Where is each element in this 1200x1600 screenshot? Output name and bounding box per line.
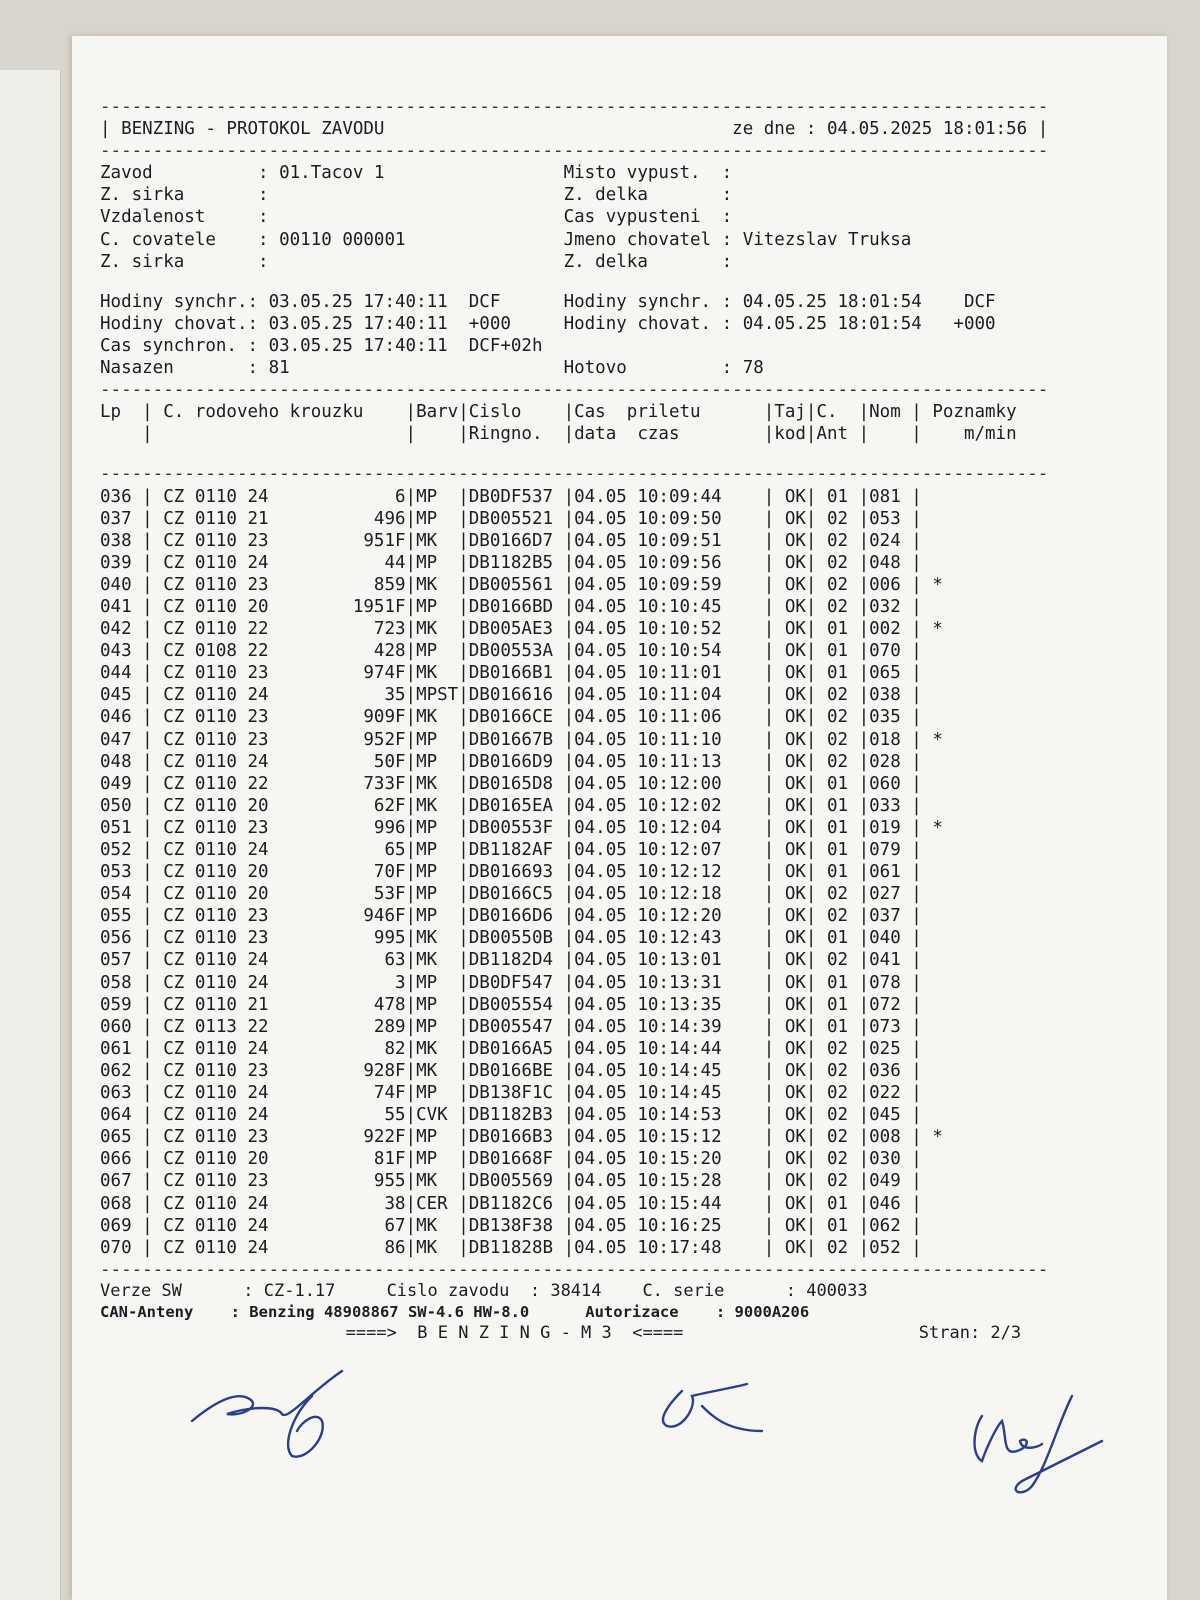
- table-row: 037 | CZ 0110 21 496|MP |DB005521 |04.05 10:09:50 | OK| 02 |053 |: [100, 508, 922, 529]
- info-row: Z. sirka : Z. delka :: [100, 251, 743, 272]
- spacer: [100, 273, 1140, 291]
- table-row: 047 | CZ 0110 23 952F|MP |DB01667B |04.05 10:11:10 | OK| 02 |018 | *: [100, 729, 943, 750]
- sync-row: Nasazen : 81 Hotovo : 78: [100, 358, 922, 379]
- sync-row: Hodiny synchr.: 03.05.25 17:40:11 DCF Hodiny synchr. : 04.05.25 18:01:54 DCF: [100, 291, 996, 312]
- protocol-content: [100, 96, 1140, 1344]
- signature-2: [652, 1376, 802, 1456]
- table-row: 065 | CZ 0110 23 922F|MP |DB0166B3 |04.05 10:15:12 | OK| 02 |008 | *: [100, 1127, 943, 1148]
- footer-line: CAN-Anteny : Benzing 48908867 SW-4.6 HW-8.0 Autorizace : 9000A206: [100, 1302, 810, 1321]
- table-separator: ------------------------------------------------------------------------------------------: [100, 380, 1049, 401]
- table-separator: ------------------------------------------------------------------------------------------: [100, 464, 1049, 485]
- table-row: 049 | CZ 0110 22 733F|MK |DB0165D8 |04.05 10:12:00 | OK| 01 |060 |: [100, 773, 922, 794]
- table-row: 060 | CZ 0113 22 289|MP |DB005547 |04.05 10:14:39 | OK| 01 |073 |: [100, 1016, 922, 1037]
- signature-1: [182, 1366, 382, 1466]
- table-header: Lp | C. rodoveho krouzku |Barv|Cislo |Cas priletu |Taj|C. |Nom | Poznamky: [100, 402, 1017, 423]
- report-title-line: | BENZING - PROTOKOL ZAVODU ze dne : 04.05.2025 18:01:56 |: [100, 119, 1049, 140]
- table-row: 052 | CZ 0110 24 65|MP |DB1182AF |04.05 10:12:07 | OK| 01 |079 |: [100, 840, 922, 860]
- table-header: | | |Ringno. |data czas |kod|Ant | | m/min: [100, 424, 1017, 445]
- table-row: 036 | CZ 0110 24 6|MP |DB0DF537 |04.05 10:09:44 | OK| 01 |081 |: [100, 486, 922, 507]
- table-row: 070 | CZ 0110 24 86|MK |DB11828B |04.05 10:17:48 | OK| 02 |052 |: [100, 1237, 922, 1258]
- sync-row: Hodiny chovat.: 03.05.25 17:40:11 +000 Hodiny chovat. : 04.05.25 18:01:54 +000: [100, 313, 996, 334]
- table-row: 040 | CZ 0110 23 859|MK |DB005561 |04.05 10:09:59 | OK| 02 |006 | *: [100, 574, 943, 595]
- footer-separator: ------------------------------------------------------------------------------------------: [100, 1259, 1049, 1280]
- info-row: Vzdalenost : Cas vypusteni :: [100, 207, 743, 228]
- info-row: C. covatele : 00110 000001 Jmeno chovatel : Vitezslav Truksa: [100, 229, 912, 250]
- table-row: 041 | CZ 0110 20 1951F|MP |DB0166BD |04.05 10:10:45 | OK| 02 |032 |: [100, 596, 922, 617]
- header-separator: ------------------------------------------------------------------------------------------: [100, 97, 1049, 117]
- table-row: 050 | CZ 0110 20 62F|MK |DB0165EA |04.05 10:12:02 | OK| 01 |033 |: [100, 795, 922, 816]
- table-row: 055 | CZ 0110 23 946F|MP |DB0166D6 |04.05 10:12:20 | OK| 02 |037 |: [100, 906, 922, 927]
- protocol-sheet: [72, 36, 1167, 1600]
- table-row: 056 | CZ 0110 23 995|MK |DB00550B |04.05 10:12:43 | OK| 01 |040 |: [100, 928, 922, 949]
- table-row: 057 | CZ 0110 24 63|MK |DB1182D4 |04.05 10:13:01 | OK| 02 |041 |: [100, 950, 922, 971]
- signatures: [182, 1366, 1142, 1516]
- table-row: 043 | CZ 0108 22 428|MP |DB00553A |04.05 10:10:54 | OK| 01 |070 |: [100, 641, 922, 662]
- table-row: 042 | CZ 0110 22 723|MK |DB005AE3 |04.05 10:10:52 | OK| 01 |002 | *: [100, 619, 943, 640]
- table-row: 064 | CZ 0110 24 55|CVK |DB1182B3 |04.05 10:14:53 | OK| 02 |045 |: [100, 1105, 922, 1126]
- footer-line: Verze SW : CZ-1.17 Cislo zavodu : 38414 C. serie : 400033: [100, 1280, 868, 1301]
- info-row: Z. sirka : Z. delka :: [100, 185, 743, 206]
- table-row: 069 | CZ 0110 24 67|MK |DB138F38 |04.05 10:16:25 | OK| 01 |062 |: [100, 1215, 922, 1236]
- table-row: 067 | CZ 0110 23 955|MK |DB005569 |04.05 10:15:28 | OK| 02 |049 |: [100, 1171, 922, 1192]
- table-row: 068 | CZ 0110 24 38|CER |DB1182C6 |04.05 10:15:44 | OK| 01 |046 |: [100, 1193, 922, 1214]
- table-row: 053 | CZ 0110 20 70F|MP |DB016693 |04.05 10:12:12 | OK| 01 |061 |: [100, 862, 922, 883]
- table-row: 048 | CZ 0110 24 50F|MP |DB0166D9 |04.05 10:11:13 | OK| 02 |028 |: [100, 751, 922, 772]
- table-row: 062 | CZ 0110 23 928F|MK |DB0166BE |04.05 10:14:45 | OK| 02 |036 |: [100, 1060, 922, 1081]
- signature-3: [962, 1386, 1132, 1506]
- background-sheet: [0, 70, 61, 1600]
- table-row: 039 | CZ 0110 24 44|MP |DB1182B5 |04.05 10:09:56 | OK| 02 |048 |: [100, 552, 922, 573]
- table-row: 063 | CZ 0110 24 74F|MP |DB138F1C |04.05 10:14:45 | OK| 02 |022 |: [100, 1083, 922, 1104]
- table-row: 061 | CZ 0110 24 82|MK |DB0166A5 |04.05 10:14:44 | OK| 02 |025 |: [100, 1038, 922, 1059]
- table-row: 038 | CZ 0110 23 951F|MK |DB0166D7 |04.05 10:09:51 | OK| 02 |024 |: [100, 530, 922, 551]
- table-row: 051 | CZ 0110 23 996|MP |DB00553F |04.05 10:12:04 | OK| 01 |019 | *: [100, 817, 943, 838]
- report-footer: [100, 1281, 1140, 1344]
- table-row: 059 | CZ 0110 21 478|MP |DB005554 |04.05 10:13:35 | OK| 01 |072 |: [100, 994, 922, 1015]
- spacer: [100, 445, 1140, 463]
- table-row: 046 | CZ 0110 23 909F|MK |DB0166CE |04.05 10:11:06 | OK| 02 |035 |: [100, 707, 922, 728]
- table-row: 066 | CZ 0110 20 81F|MP |DB01668F |04.05 10:15:20 | OK| 02 |030 |: [100, 1149, 922, 1170]
- sync-row: Cas synchron. : 03.05.25 17:40:11 DCF+02h: [100, 335, 564, 356]
- table-row: 045 | CZ 0110 24 35|MPST|DB016616 |04.05 10:11:04 | OK| 02 |038 |: [100, 685, 922, 706]
- table-row: 044 | CZ 0110 23 974F|MK |DB0166B1 |04.05 10:11:01 | OK| 01 |065 |: [100, 663, 922, 684]
- header-separator: ------------------------------------------------------------------------------------------: [100, 141, 1049, 162]
- footer-line: ====> B E N Z I N G - M 3 <==== Stran: 2/3: [100, 1322, 1022, 1343]
- info-row: Zavod : 01.Tacov 1 Misto vypust. :: [100, 163, 743, 184]
- table-row: 058 | CZ 0110 24 3|MP |DB0DF547 |04.05 10:13:31 | OK| 01 |078 |: [100, 972, 922, 993]
- table-row: 054 | CZ 0110 20 53F|MP |DB0166C5 |04.05 10:12:18 | OK| 02 |027 |: [100, 884, 922, 905]
